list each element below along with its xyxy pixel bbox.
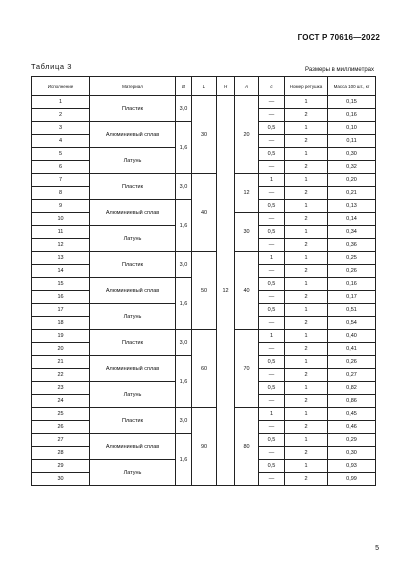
col-header-l: L: [192, 77, 217, 96]
cell-c: 0,5: [259, 200, 285, 213]
cell-massa: 0,26: [328, 265, 376, 278]
cell-nomer: 2: [285, 395, 328, 408]
col-header-h: H: [217, 77, 235, 96]
cell-c: 0,5: [259, 278, 285, 291]
cell-material: Латунь: [90, 460, 176, 486]
cell-c: 1: [259, 174, 285, 187]
cell-ispolnenie: 15: [32, 278, 90, 291]
cell-nomer: 2: [285, 213, 328, 226]
cell-massa: 0,11: [328, 135, 376, 148]
cell-l: 90: [192, 408, 217, 486]
cell-ispolnenie: 27: [32, 434, 90, 447]
cell-material: Алюминиевый сплав: [90, 278, 176, 304]
table-row: [32, 174, 376, 187]
cell-l: 60: [192, 330, 217, 408]
cell-massa: 0,99: [328, 473, 376, 486]
cell-ispolnenie: 28: [32, 447, 90, 460]
cell-material: Латунь: [90, 226, 176, 252]
cell-massa: 0,16: [328, 278, 376, 291]
table-row: [32, 252, 376, 265]
cell-ispolnenie: 7: [32, 174, 90, 187]
cell-material: Алюминиевый сплав: [90, 356, 176, 382]
cell-b: 3,0: [176, 408, 192, 434]
cell-ispolnenie: 19: [32, 330, 90, 343]
cell-ispolnenie: 20: [32, 343, 90, 356]
cell-h-value: 12: [222, 287, 229, 294]
cell-massa: 0,41: [328, 343, 376, 356]
cell-ispolnenie: 5: [32, 148, 90, 161]
cell-massa: 0,17: [328, 291, 376, 304]
cell-massa: 0,32: [328, 161, 376, 174]
cell-nomer: 1: [285, 278, 328, 291]
cell-c: 0,5: [259, 304, 285, 317]
cell-nomer: 2: [285, 161, 328, 174]
cell-nomer: 1: [285, 382, 328, 395]
cell-massa: 0,25: [328, 252, 376, 265]
cell-b: 3,0: [176, 96, 192, 122]
cell-c: —: [259, 369, 285, 382]
cell-c: —: [259, 109, 285, 122]
cell-nomer: 2: [285, 369, 328, 382]
cell-l: 30: [192, 96, 217, 174]
cell-nomer: 1: [285, 304, 328, 317]
cell-massa: 0,27: [328, 369, 376, 382]
cell-massa: 0,30: [328, 148, 376, 161]
cell-nomer: 1: [285, 330, 328, 343]
cell-ispolnenie: 3: [32, 122, 90, 135]
col-header-a: A: [235, 77, 259, 96]
cell-ispolnenie: 8: [32, 187, 90, 200]
cell-c: 0,5: [259, 382, 285, 395]
cell-ispolnenie: 14: [32, 265, 90, 278]
cell-material: Алюминиевый сплав: [90, 122, 176, 148]
cell-ispolnenie: 11: [32, 226, 90, 239]
cell-h: [217, 96, 235, 486]
cell-massa: 0,93: [328, 460, 376, 473]
cell-l: 50: [192, 252, 217, 330]
cell-nomer: 2: [285, 447, 328, 460]
cell-c: 1: [259, 252, 285, 265]
cell-material: Пластик: [90, 330, 176, 356]
cell-a: 80: [235, 408, 259, 486]
cell-c: 0,5: [259, 460, 285, 473]
cell-c: —: [259, 239, 285, 252]
cell-b: 1,6: [176, 278, 192, 330]
cell-material: Пластик: [90, 174, 176, 200]
cell-nomer: 2: [285, 291, 328, 304]
cell-massa: 0,46: [328, 421, 376, 434]
cell-ispolnenie: 21: [32, 356, 90, 369]
col-header-b: B: [176, 77, 192, 96]
table-row: [32, 408, 376, 421]
cell-ispolnenie: 12: [32, 239, 90, 252]
cell-massa: 0,15: [328, 96, 376, 109]
cell-material: Пластик: [90, 96, 176, 122]
cell-massa: 0,29: [328, 434, 376, 447]
cell-nomer: 1: [285, 174, 328, 187]
cell-c: 0,5: [259, 122, 285, 135]
cell-nomer: 1: [285, 148, 328, 161]
table-header-row: [32, 77, 376, 96]
cell-massa: 0,82: [328, 382, 376, 395]
page-number: 5: [375, 545, 379, 552]
cell-massa: 0,13: [328, 200, 376, 213]
cell-nomer: 2: [285, 109, 328, 122]
cell-c: —: [259, 135, 285, 148]
cell-a: 40: [235, 252, 259, 330]
cell-b: 3,0: [176, 174, 192, 200]
col-header-ispolnenie: Исполнение: [32, 77, 90, 96]
cell-material: Алюминиевый сплав: [90, 434, 176, 460]
cell-b: 1,6: [176, 200, 192, 252]
cell-ispolnenie: 24: [32, 395, 90, 408]
cell-c: —: [259, 447, 285, 460]
cell-c: —: [259, 317, 285, 330]
cell-nomer: 1: [285, 96, 328, 109]
cell-b: 1,6: [176, 434, 192, 486]
cell-massa: 0,14: [328, 213, 376, 226]
cell-nomer: 1: [285, 200, 328, 213]
cell-c: —: [259, 96, 285, 109]
col-header-c: c: [259, 77, 285, 96]
dimensions-table: [31, 76, 376, 486]
cell-ispolnenie: 25: [32, 408, 90, 421]
cell-c: —: [259, 291, 285, 304]
cell-ispolnenie: 6: [32, 161, 90, 174]
cell-nomer: 1: [285, 122, 328, 135]
cell-ispolnenie: 1: [32, 96, 90, 109]
cell-ispolnenie: 29: [32, 460, 90, 473]
cell-c: —: [259, 187, 285, 200]
cell-nomer: 2: [285, 473, 328, 486]
col-header-nomer: Номер ретушка: [285, 77, 328, 96]
cell-nomer: 2: [285, 343, 328, 356]
cell-b: 3,0: [176, 330, 192, 356]
cell-ispolnenie: 4: [32, 135, 90, 148]
cell-massa: 0,86: [328, 395, 376, 408]
cell-c: 0,5: [259, 148, 285, 161]
col-header-material: Материал: [90, 77, 176, 96]
cell-l: 40: [192, 174, 217, 252]
cell-massa: 0,45: [328, 408, 376, 421]
cell-c: 0,5: [259, 434, 285, 447]
cell-a: 70: [235, 330, 259, 408]
cell-material: Латунь: [90, 382, 176, 408]
cell-a: 12: [235, 174, 259, 213]
cell-nomer: 1: [285, 356, 328, 369]
cell-nomer: 2: [285, 187, 328, 200]
cell-massa: 0,16: [328, 109, 376, 122]
cell-ispolnenie: 13: [32, 252, 90, 265]
cell-massa: 0,21: [328, 187, 376, 200]
cell-material: Пластик: [90, 252, 176, 278]
cell-massa: 0,36: [328, 239, 376, 252]
cell-nomer: 2: [285, 239, 328, 252]
cell-ispolnenie: 17: [32, 304, 90, 317]
cell-nomer: 1: [285, 408, 328, 421]
cell-c: —: [259, 213, 285, 226]
table-row: [32, 330, 376, 343]
cell-massa: 0,51: [328, 304, 376, 317]
cell-c: —: [259, 161, 285, 174]
cell-c: 1: [259, 408, 285, 421]
doc-code: ГОСТ Р 70616—2022: [297, 33, 380, 42]
cell-ispolnenie: 30: [32, 473, 90, 486]
cell-b: 3,0: [176, 252, 192, 278]
cell-a: 20: [235, 96, 259, 174]
cell-nomer: 2: [285, 265, 328, 278]
cell-b: 1,6: [176, 356, 192, 408]
cell-ispolnenie: 16: [32, 291, 90, 304]
cell-c: —: [259, 421, 285, 434]
cell-material: Пластик: [90, 408, 176, 434]
cell-ispolnenie: 22: [32, 369, 90, 382]
cell-nomer: 2: [285, 135, 328, 148]
units-note: Размеры в миллиметрах: [305, 67, 374, 73]
cell-massa: 0,20: [328, 174, 376, 187]
cell-ispolnenie: 2: [32, 109, 90, 122]
cell-c: 1: [259, 330, 285, 343]
table-body: [32, 96, 376, 486]
cell-ispolnenie: 26: [32, 421, 90, 434]
cell-nomer: 1: [285, 226, 328, 239]
cell-a: 30: [235, 213, 259, 252]
cell-c: —: [259, 473, 285, 486]
cell-nomer: 2: [285, 421, 328, 434]
cell-massa: 0,34: [328, 226, 376, 239]
cell-massa: 0,30: [328, 447, 376, 460]
cell-c: —: [259, 395, 285, 408]
cell-b: 1,6: [176, 122, 192, 174]
cell-material: Латунь: [90, 148, 176, 174]
cell-ispolnenie: 10: [32, 213, 90, 226]
cell-nomer: 1: [285, 460, 328, 473]
cell-massa: 0,54: [328, 317, 376, 330]
cell-ispolnenie: 18: [32, 317, 90, 330]
cell-nomer: 2: [285, 317, 328, 330]
cell-c: —: [259, 343, 285, 356]
cell-c: 0,5: [259, 226, 285, 239]
table-caption: Таблица 3: [31, 62, 73, 71]
cell-material: Латунь: [90, 304, 176, 330]
cell-ispolnenie: 23: [32, 382, 90, 395]
cell-nomer: 1: [285, 434, 328, 447]
cell-material: Алюминиевый сплав: [90, 200, 176, 226]
cell-c: 0,5: [259, 356, 285, 369]
cell-ispolnenie: 9: [32, 200, 90, 213]
cell-c: —: [259, 265, 285, 278]
col-header-massa: Масса 100 шт., кг: [328, 77, 376, 96]
table-row: [32, 96, 376, 109]
cell-nomer: 1: [285, 252, 328, 265]
cell-massa: 0,40: [328, 330, 376, 343]
cell-massa: 0,26: [328, 356, 376, 369]
cell-massa: 0,10: [328, 122, 376, 135]
